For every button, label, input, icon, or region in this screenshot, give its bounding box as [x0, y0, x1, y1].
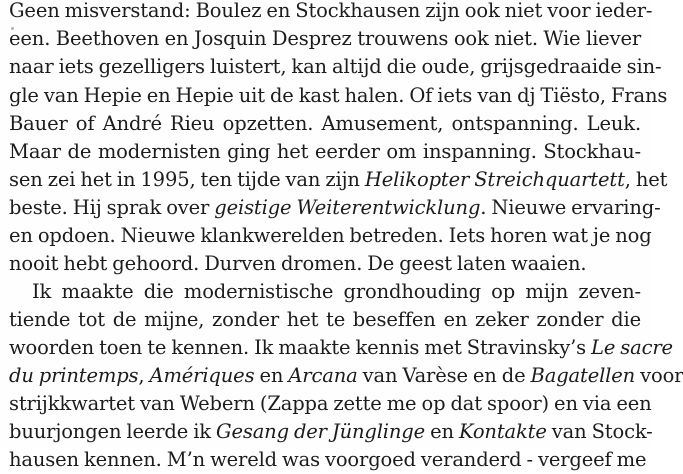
text-run: . Nieuwe ervaring- — [480, 196, 661, 219]
italic-title: Le sacre — [591, 336, 673, 359]
text-line — [9, 333, 673, 362]
text-line — [9, 221, 652, 250]
text-line — [9, 165, 668, 194]
text-line — [9, 109, 641, 138]
text-line — [9, 0, 653, 25]
italic-title: du printemps — [9, 364, 139, 387]
italic-title: Arcana — [288, 364, 358, 387]
text-run: een. Beethoven en Josquin Desprez trouwens ook niet. Wie liever — [9, 27, 641, 50]
text-run: strijkkwartet van Webern (Zappa zette me op dat spoor) en via een — [9, 392, 652, 415]
text-run: gle van Hepie en Hepie uit de kast halen. Of iets van dj Tiësto, Frans — [9, 84, 668, 107]
text-line — [9, 193, 661, 222]
text-run: , het — [624, 168, 668, 191]
text-run: en — [254, 364, 289, 387]
text-run: tiende tot de mijne, zonder het te beseffen en zeker zonder die — [9, 308, 641, 331]
text-run: Maar de modernisten ging het eerder om inspanning. Stockhau- — [9, 140, 641, 163]
text-line — [9, 305, 641, 334]
text-line — [32, 277, 641, 306]
text-line — [9, 445, 647, 474]
text-line — [9, 24, 641, 53]
text-run: buurjongen leerde ik — [9, 420, 217, 443]
italic-title: Gesang der Jünglinge — [216, 420, 426, 443]
text-run: , — [138, 364, 150, 387]
text-line — [9, 417, 653, 446]
text-run: van Stock- — [546, 420, 653, 443]
text-line — [9, 389, 652, 418]
text-run: van Varèse en de — [357, 364, 531, 387]
text-run: woorden toen te kennen. Ik maakte kennis met Stravinsky’s — [9, 336, 592, 359]
text-line — [9, 249, 641, 278]
italic-title: Bagatellen — [530, 364, 636, 387]
italic-title: Amériques — [149, 364, 255, 387]
text-run: hausen kennen. M’n wereld was voorgoed veranderd - vergeef me — [9, 448, 647, 471]
text-run: voor — [635, 364, 683, 387]
text-line — [9, 52, 662, 81]
text-run: en — [425, 420, 459, 443]
text-line — [9, 81, 668, 110]
text-run: naar iets gezelligers luistert, kan altijd die oude, grijsgedraaide sin- — [9, 55, 662, 78]
text-line — [9, 137, 641, 166]
text-run: Geen misverstand: Boulez en Stockhausen zijn ook niet voor ieder- — [9, 0, 653, 22]
text-run: nooit hebt gehoord. Durven dromen. De geest laten waaien. — [9, 252, 587, 275]
text-line — [9, 361, 683, 390]
text-run: beste. Hij sprak over — [9, 196, 215, 219]
text-run: sen zei het in 1995, ten tijde van zijn — [9, 168, 365, 191]
italic-title: Kontakte — [458, 420, 547, 443]
text-run: Ik maakte die modernistische grondhouding op mijn zeven- — [32, 280, 641, 303]
italic-title: geistige Weiterentwicklung — [214, 196, 481, 219]
italic-title: Helikopter Streichquartett — [364, 168, 625, 191]
text-run: Bauer of André Rieu opzetten. Amusement, ontspanning. Leuk. — [9, 112, 641, 135]
text-run: en opdoen. Nieuwe klankwerelden betreden. Iets horen wat je nog — [9, 224, 652, 247]
